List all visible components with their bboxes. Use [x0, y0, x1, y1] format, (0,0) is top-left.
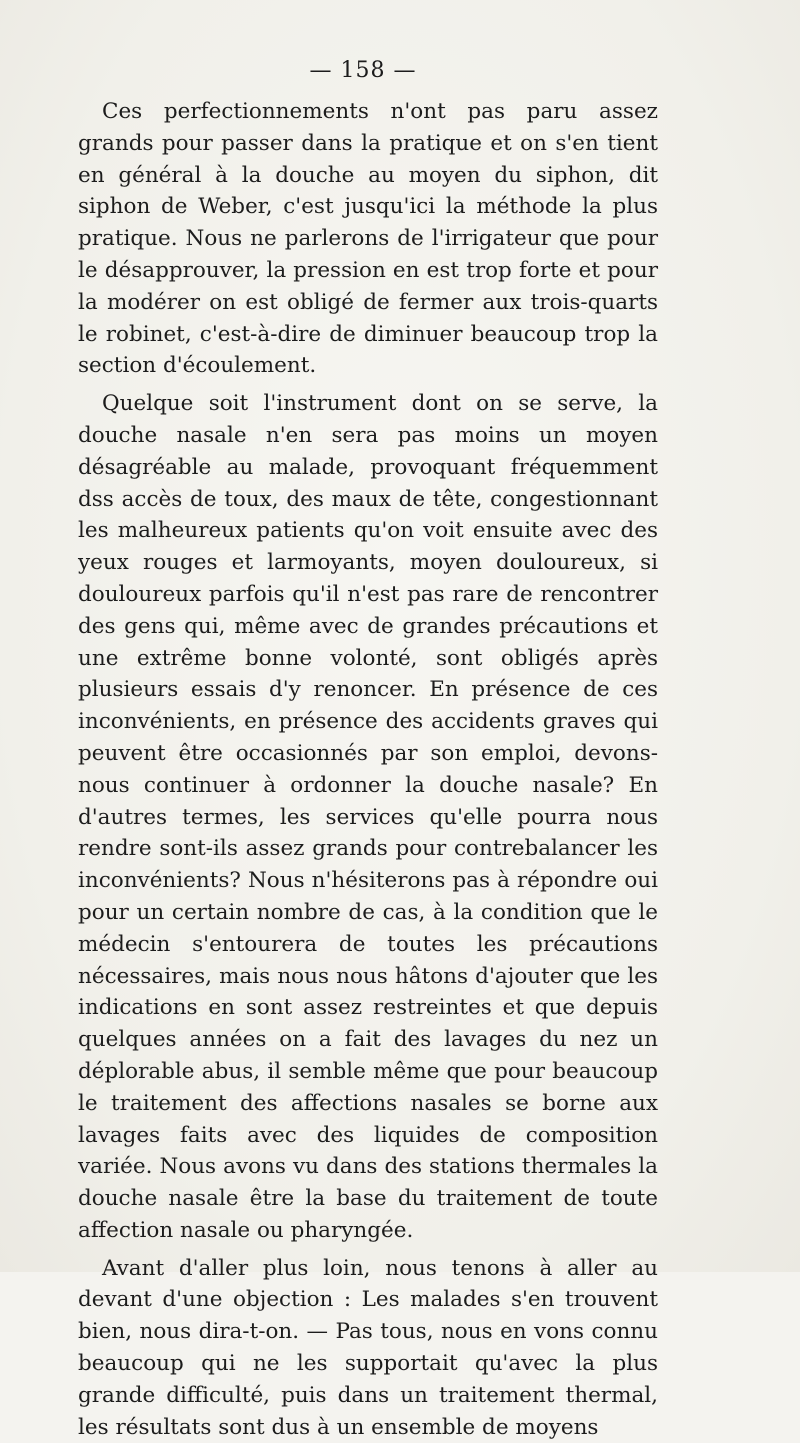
paragraph-douche-nasale: Quelque soit l'instrument dont on se serve, la douche nasale n'en sera pas moins un moyen désagréable au malade, provoquant fréquemment dss accès de toux, des maux de tête, congestionnant les malheureux patients qu'on voit ensuite avec des yeux rouges et larmoyants, moyen douloureux, si douloureux parfois qu'il n'est pas rare de rencontrer des gens qui, même avec de grandes précautions et une extrême bonne volonté, sont obligés après plusieurs essais d'y renoncer. En présence de ces inconvénients, en présence des accidents graves qui peuvent être occasionnés par son emploi, devons-nous continuer à ordonner la douche nasale? En d'autres termes, les services qu'elle pourra nous rendre sont-ils assez grands pour contrebalancer les inconvénients? Nous n'hésiterons pas à répondre oui pour un certain nombre de cas, à la condition que le médecin s'entourera de toutes les précautions nécessaires, mais nous nous hâtons d'ajouter que les indications en sont assez restreintes et que depuis quelques années on a fait des lavages du nez un déplorable abus, il semble même que pour beaucoup le traitement des affections nasales se borne aux lavages faits avec des liquides de composition variée. Nous avons vu dans des stations thermales la douche nasale être la base du traitement de toute affection nasale ou pharyngée.	[78, 391, 658, 1243]
paragraph-objection: Avant d'aller plus loin, nous tenons à aller au devant d'une objection : Les malades s'en trouvent bien, nous dira-t-on. — Pas tous, nous en vons connu beaucoup qui ne les supportait qu'avec la plus grande difficulté, puis dans un traitement thermal, les résultats sont dus à un ensemble de moyens	[78, 1255, 658, 1440]
body-text	[78, 96, 658, 1443]
page-number: — 158 —	[309, 58, 417, 83]
paragraph-perfectionnements: Ces perfectionnements n'ont pas paru assez grands pour passer dans la pratique et on s'en tient en général à la douche au moyen du siphon, dit siphon de Weber, c'est jusqu'ici la méthode la plus pratique. Nous ne parlerons de l'irrigateur que pour le désapprouver, la pression en est trop forte et pour la modérer on est obligé de fermer aux trois-quarts le robinet, c'est-à-dire de diminuer beaucoup trop la section d'écoulement.	[78, 99, 658, 379]
